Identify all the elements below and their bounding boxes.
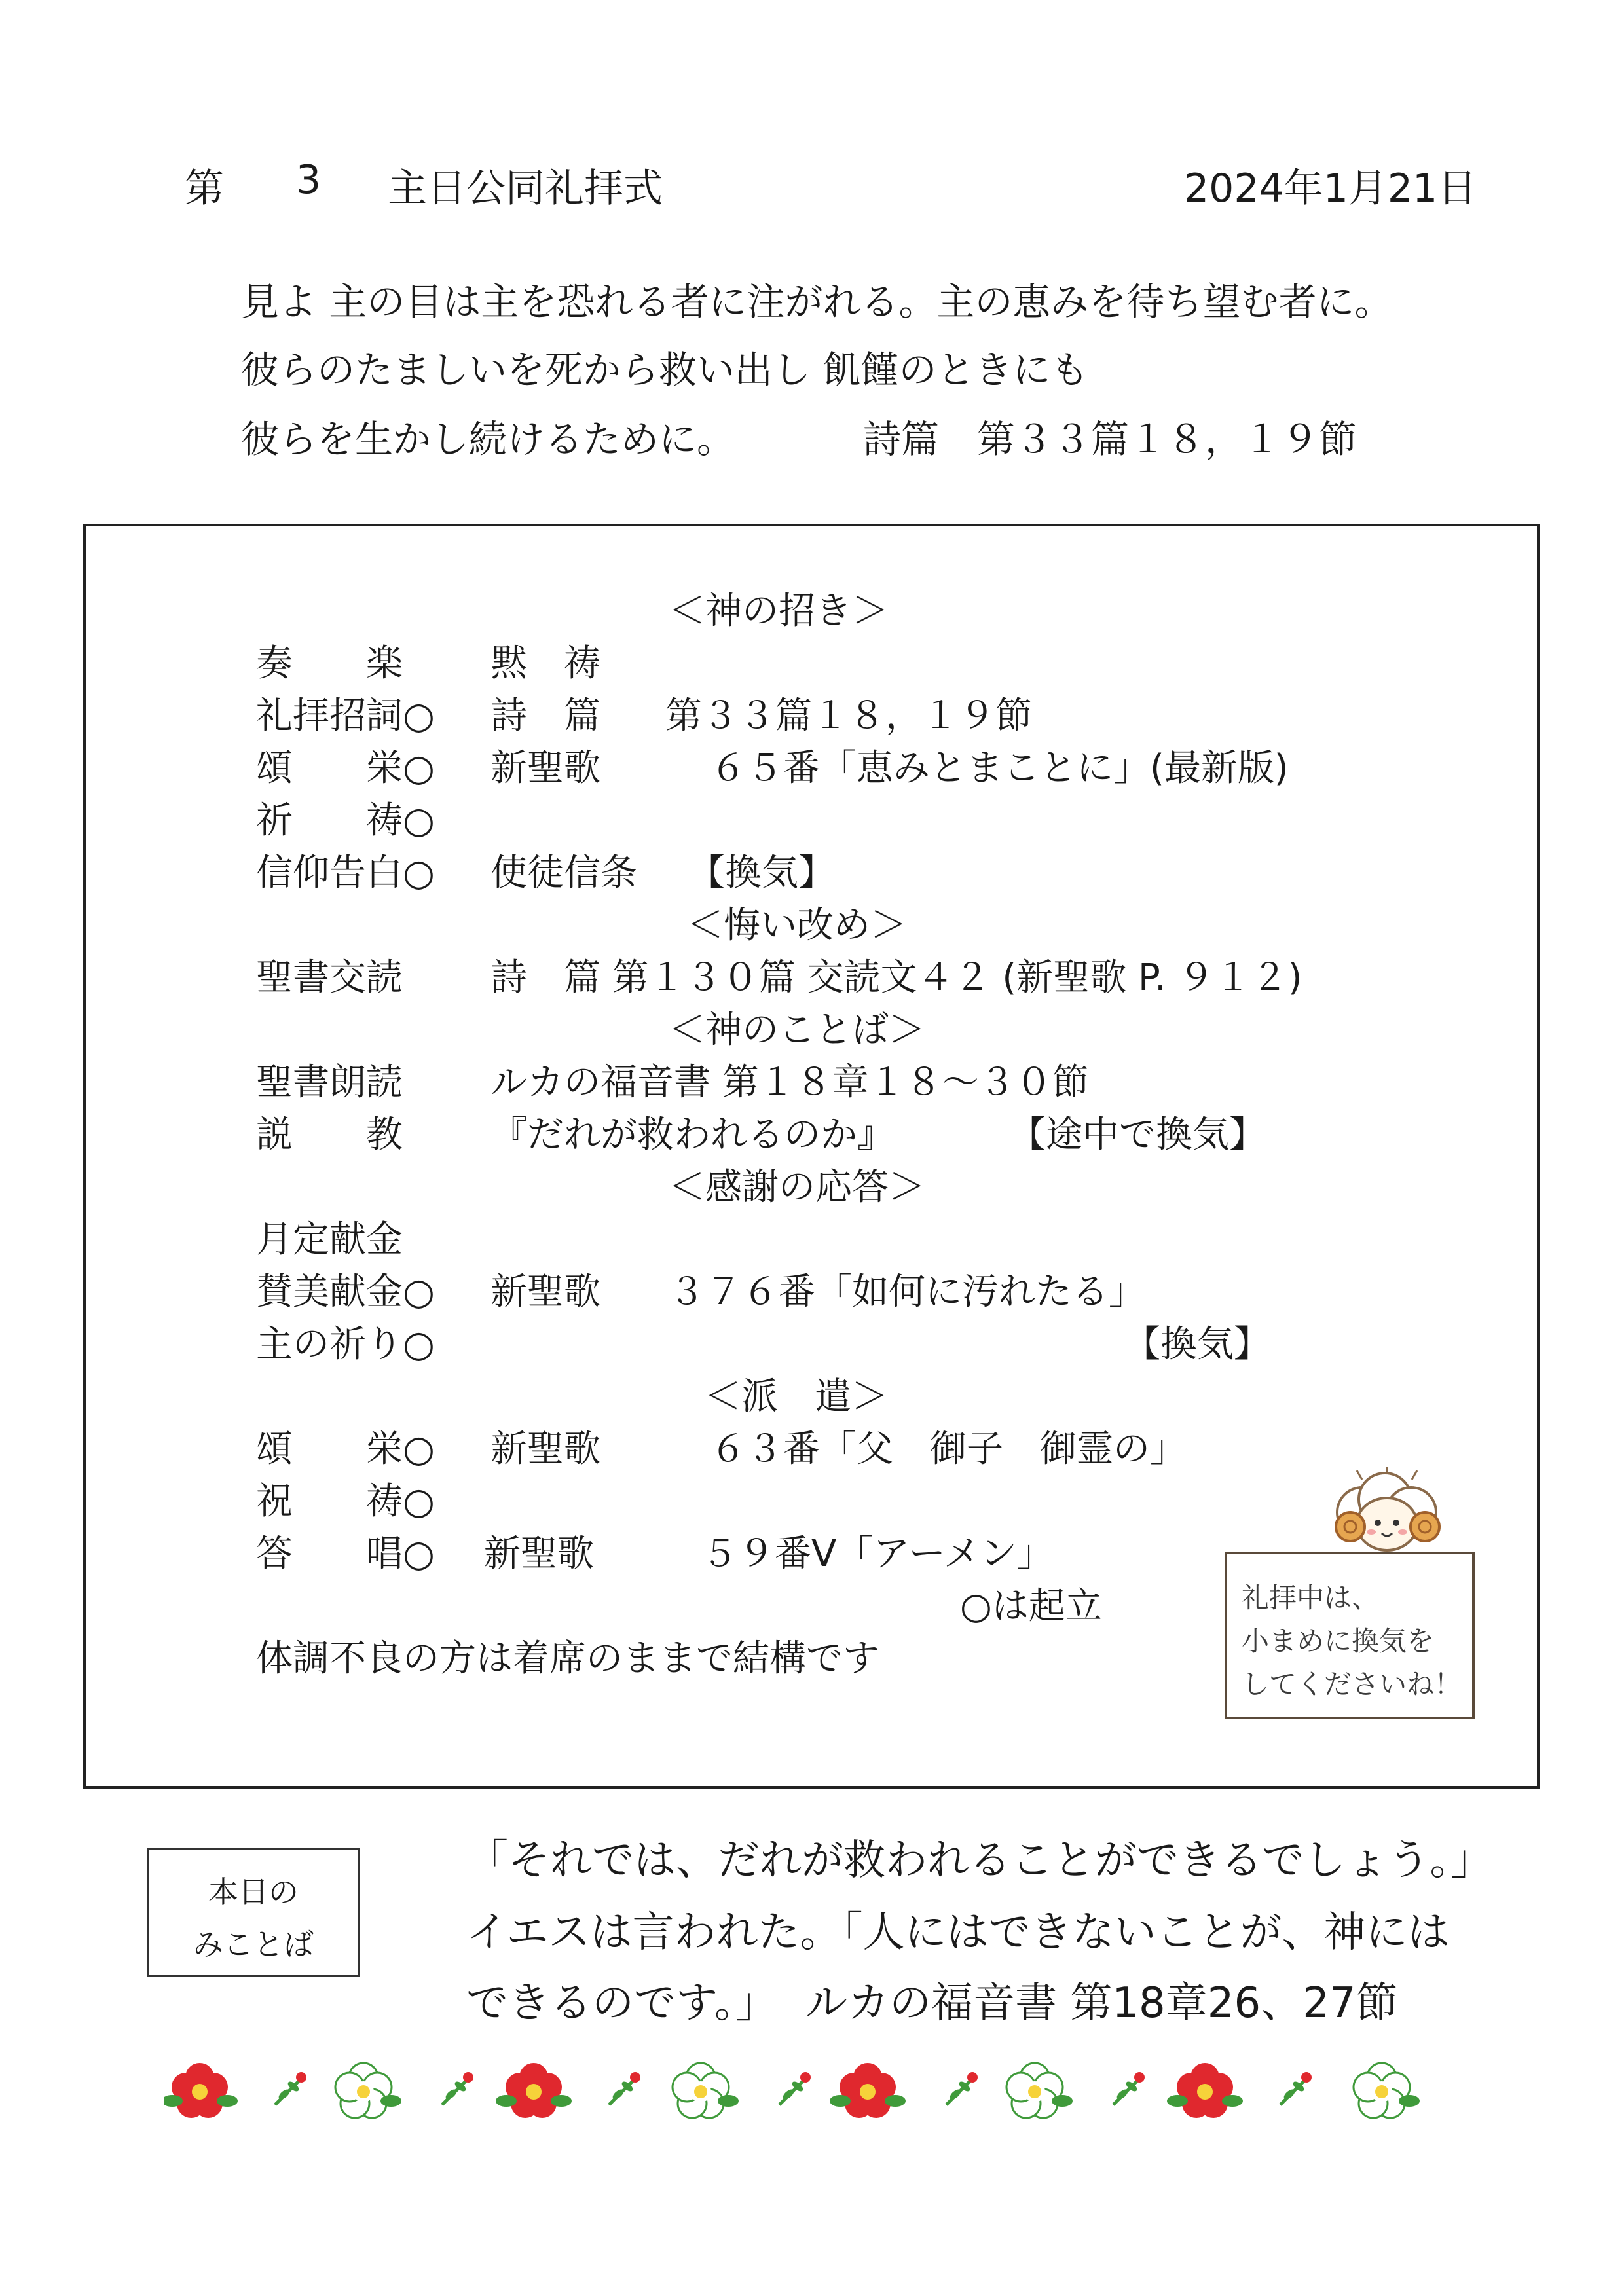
item-call-to-worship-label: 礼拝招詞○: [256, 695, 435, 737]
section-repentance: ＜悔い改め＞: [687, 904, 907, 947]
item-benediction-label: 祝 祷○: [256, 1480, 435, 1523]
item-sermon-content: 『だれが救われるのか』: [490, 1114, 894, 1156]
item-prelude-label: 奏 楽: [256, 642, 403, 685]
ventilation-note-line-1: 礼拝中は、: [1242, 1582, 1380, 1614]
item-doxology-detail: ６３番「父 御子 御霊の」: [710, 1428, 1187, 1470]
item-hymn1-content: 新聖歌: [490, 747, 600, 790]
week-prefix: 第: [185, 166, 224, 211]
item-sermon-label: 説 教: [256, 1114, 403, 1156]
camellia-garland-icon: [164, 2056, 1447, 2128]
opening-verse-line-3: 彼らを生かし続けるために。: [241, 417, 735, 462]
standing-note: ○は起立: [960, 1585, 1102, 1628]
sheep-icon: [1323, 1467, 1454, 1558]
todays-word-line-1: 「それでは、だれが救われることができるでしょう。」: [466, 1836, 1493, 1885]
item-creed-label: 信仰告白○: [256, 852, 435, 894]
opening-verse-line-2: 彼らのたましいを死から救い出し 飢饉のときにも: [241, 348, 1089, 392]
section-word: ＜神のことば＞: [669, 1009, 925, 1051]
item-offering-label: 月定献金: [256, 1218, 403, 1261]
item-reading-label: 聖書朗読: [256, 1061, 403, 1104]
todays-word-line-2: イエスは言われた。「人にはできないことが、神には: [466, 1908, 1450, 1957]
item-amen-content: 新聖歌: [484, 1533, 594, 1575]
item-responsive-content: 詩 篇 第１３０篇 交読文４２ (新聖歌 P. ９１２): [490, 957, 1302, 999]
item-creed-note: 【換気】: [688, 852, 835, 894]
item-prayer-label: 祈 祷○: [256, 799, 435, 842]
service-title: 主日公同礼拝式: [388, 166, 663, 211]
opening-verse-reference: 詩篇 第３３篇１８，１９節: [863, 417, 1357, 462]
service-date: 2024年1月21日: [1184, 166, 1477, 211]
todays-word-label: [147, 1848, 360, 1977]
ventilation-note-line-3: してくださいね！: [1242, 1668, 1462, 1700]
item-amen-detail: ５９番Ⅴ「アーメン」: [701, 1533, 1054, 1575]
ventilation-note-line-2: 小まめに換気を: [1242, 1625, 1435, 1657]
item-doxology-label: 頌 栄○: [256, 1428, 435, 1470]
item-hymn1-detail: ６５番「恵みとまことに」(最新版): [710, 747, 1289, 790]
todays-word-label-line-2: みことば: [193, 1927, 314, 1962]
item-reading-content: ルカの福音書 第１８章１８～３０節: [490, 1061, 1089, 1104]
section-sending: ＜派 遣＞: [705, 1376, 888, 1418]
week-number: 3: [296, 157, 322, 203]
item-offertory-detail: ３７６番「如何に汚れたる」: [669, 1271, 1145, 1313]
item-amen-label: 答 唱○: [256, 1533, 435, 1575]
todays-word-line-3: できるのです。」: [466, 1979, 777, 2028]
health-note: 体調不良の方は着席のままで結構です: [256, 1637, 879, 1680]
todays-word-label-line-1: 本日の: [208, 1874, 299, 1910]
section-response: ＜感謝の応答＞: [669, 1166, 925, 1209]
item-lords-prayer-note: 【換気】: [1124, 1323, 1270, 1366]
item-doxology-content: 新聖歌: [490, 1428, 600, 1470]
item-creed-content: 使徒信条: [490, 852, 637, 894]
section-call: ＜神の招き＞: [669, 590, 889, 632]
item-sermon-note: 【途中で換気】: [1009, 1114, 1266, 1156]
todays-word-reference: ルカの福音書 第18章26、27節: [805, 1979, 1398, 2028]
ventilation-note: [1225, 1552, 1475, 1719]
opening-verse-line-1: 見よ 主の目は主を恐れる者に注がれる。主の恵みを待ち望む者に。: [241, 280, 1393, 324]
item-call-to-worship-content: 詩 篇: [490, 695, 600, 737]
item-hymn1-label: 頌 栄○: [256, 747, 435, 790]
item-offertory-label: 賛美献金○: [256, 1271, 435, 1313]
item-responsive-label: 聖書交読: [256, 957, 403, 999]
item-lords-prayer-label: 主の祈り○: [256, 1323, 435, 1366]
item-call-to-worship-detail: 第３３篇１８，１９節: [665, 695, 1032, 737]
item-prelude-content: 黙 祷: [490, 642, 600, 685]
item-offertory-content: 新聖歌: [490, 1271, 600, 1313]
